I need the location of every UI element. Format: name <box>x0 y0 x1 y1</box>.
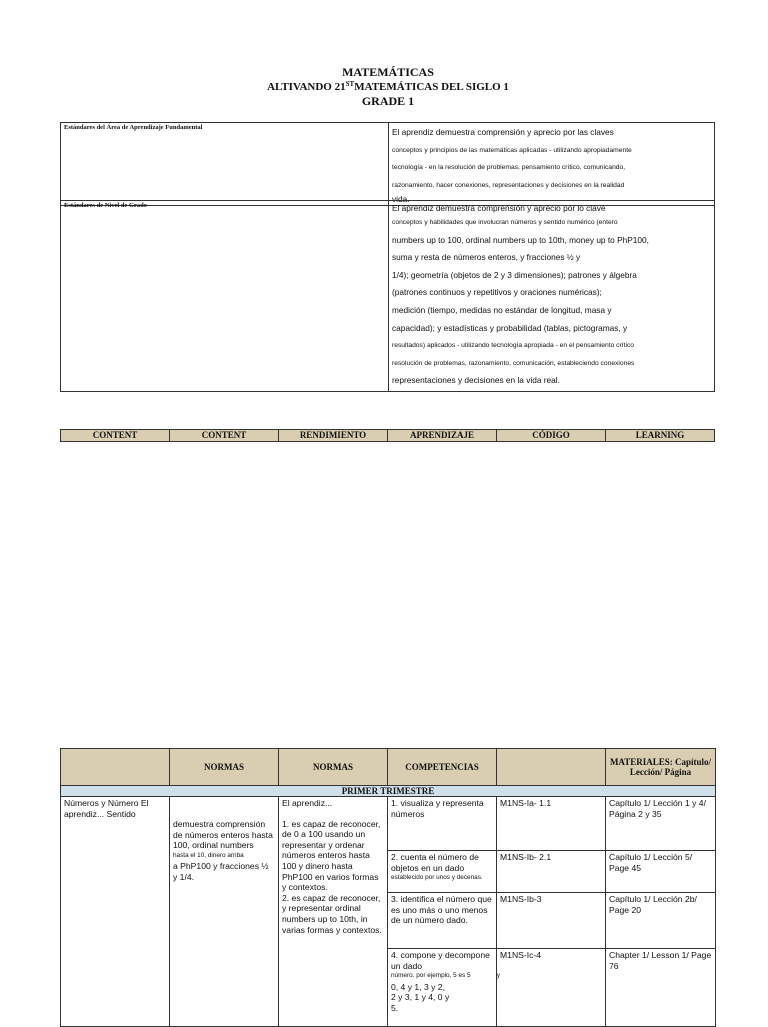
bar-header-learning: APRENDIZAJE <box>388 430 497 442</box>
standard-line: conceptos y habilidades que involucran números y sentido numérico (entero <box>392 219 618 226</box>
competency-text: 1. visualiza y representa números <box>391 798 484 819</box>
standard-line: numbers up to 100, ordinal numbers up to 10th, money up to PhP100, <box>392 234 649 245</box>
materials-cell: Chapter 1/ Lesson 1/ Page 76 <box>606 949 716 1027</box>
standard-line: resolución de problemas, razonamiento, comunicación, estableciendo conexiones <box>392 359 635 367</box>
content-standard-table <box>60 122 715 206</box>
standard-line: (patrones continuos y repetitivos y oraciones numéricas); <box>392 287 602 298</box>
competency-cell <box>388 797 497 851</box>
materials-cell: Capítulo 1/ Lección 1 y 4/ Página 2 y 35 <box>606 797 716 851</box>
materials-cell: Capítulo 1/ Lección 2b/ Page 20 <box>606 893 716 949</box>
content-standard-text-b: hasta el 10, dinero arriba <box>173 851 244 859</box>
competency-overflow-text: y <box>496 972 500 979</box>
page-subtitle <box>0 80 768 93</box>
performance-standard-intro: El aprendiz... <box>282 798 333 808</box>
bar-header-performance: RENDIMIENTO <box>279 430 388 442</box>
competency-text-post: 0, 4 y 1, 3 y 2, 2 y 3, 1 y 4, 0 y 5. <box>391 981 450 1013</box>
bar-header-content-2: CONTENT <box>170 430 279 442</box>
content-standard-text <box>389 123 715 206</box>
materials-cell: Capítulo 1/ Lección 5/ Page 45 <box>606 851 716 893</box>
content-standard-label: Estándares del Área de Aprendizaje Fundamental <box>61 123 389 206</box>
standard-line: El aprendiz demuestra comprensión y aprecio por las claves <box>392 127 614 137</box>
table-header-cell <box>61 749 170 786</box>
grade-level-standard-table <box>60 200 715 392</box>
standard-line: resultados) aplicados - utilizando tecnología apropiada - en el pensamiento crítico <box>392 342 635 350</box>
subtitle-post: MATEMÁTICAS DEL SIGLO 1 <box>354 81 509 93</box>
column-header-bar <box>60 429 715 442</box>
standard-line: vida. <box>392 194 410 205</box>
code-cell: M1NS-Ib- 2.1 <box>497 851 606 893</box>
code-cell: M1NS-Ib-3 <box>497 893 606 949</box>
content-text: Números y Número El aprendiz... Sentido <box>64 798 149 819</box>
standard-line: El aprendiz demuestra comprensión y aprecio por lo clave <box>392 203 606 213</box>
competency-text: 2. cuenta el número de objetos en un dado <box>391 852 479 873</box>
competency-cell <box>388 949 500 1027</box>
bar-header-code: CÓDIGO <box>497 430 606 442</box>
standard-line: capacidad); y estadísticas y probabilidad (tablas, pictogramas, y <box>392 322 628 333</box>
table-header-materials: MATERIALES: Capítulo/ Lección/ Página <box>606 749 716 786</box>
code-cell: M1NS-Ia- 1.1 <box>497 797 606 851</box>
code-cell: M1NS-Ic-4 <box>497 949 606 1027</box>
performance-standard-1: 1. es capaz de reconocer, de 0 a 100 usando un representar y ordenar números enteros hasta 100 y dinero hasta PhP100 en varios formas y contextos. <box>282 818 381 893</box>
table-header-content-standards: NORMAS <box>170 749 279 786</box>
table-header-performance-standards: NORMAS <box>279 749 388 786</box>
curriculum-table <box>60 748 716 1027</box>
competency-cell <box>388 893 497 949</box>
standard-line: tecnología - en la resolución de problemas, pensamiento crítico, comunicando, <box>392 164 626 172</box>
subtitle-sup: ST <box>345 80 355 88</box>
standard-line: conceptos y principios de las matemáticas aplicadas - utilizando apropiadamente <box>392 146 632 154</box>
page-title: MATEMÁTICAS <box>342 65 434 79</box>
competency-small-text: número. por ejemplo, 5 es 5 <box>391 972 471 980</box>
standard-line: representaciones y decisiones en la vida real. <box>392 375 560 386</box>
content-standard-cell <box>170 797 279 1027</box>
competency-cell <box>388 851 497 893</box>
competency-small-text: establecido por unos y decenas. <box>391 874 483 882</box>
grade-level-standard-text <box>389 201 715 392</box>
grade-label: GRADE 1 <box>361 94 415 108</box>
bar-header-learning-2: LEARNING <box>606 430 715 442</box>
competency-text: 3. identifica el número que es uno más o uno menos de un número dado. <box>391 894 492 926</box>
term-label: PRIMER TRIMESTRE <box>61 786 716 797</box>
performance-standard-2: 2. es capaz de reconocer, y representar ordinal numbers up to 10th, in varias formas y contextos. <box>282 892 382 935</box>
standard-line: medición (tiempo, medidas no estándar de longitud, masa y <box>392 304 612 315</box>
bar-header-content: CONTENT <box>61 430 170 442</box>
table-header-code <box>497 749 606 786</box>
subtitle-pre: ALTIVANDO 21 <box>267 81 346 93</box>
content-cell <box>61 797 170 1027</box>
grade-level-standard-label: Estándares de Nivel de Grado <box>61 201 389 392</box>
content-standard-text-c: a PhP100 y fracciones ½ y 1/4. <box>173 861 269 882</box>
content-standard-text-a: demuestra comprensión de números enteros hasta 100, ordinal numbers <box>173 819 273 851</box>
standard-line: suma y resta de números enteros, y fracciones ½ y <box>392 252 581 263</box>
performance-standard-cell <box>279 797 388 1027</box>
table-header-competencies: COMPETENCIAS <box>388 749 497 786</box>
standard-line: 1/4); geometría (objetos de 2 y 3 dimensiones); patrones y álgebra <box>392 269 637 280</box>
standard-line: razonamiento, hacer conexiones, representaciones y decisiones en la realidad <box>392 181 625 189</box>
competency-text: 4. compone y decompone un dado <box>391 950 490 971</box>
